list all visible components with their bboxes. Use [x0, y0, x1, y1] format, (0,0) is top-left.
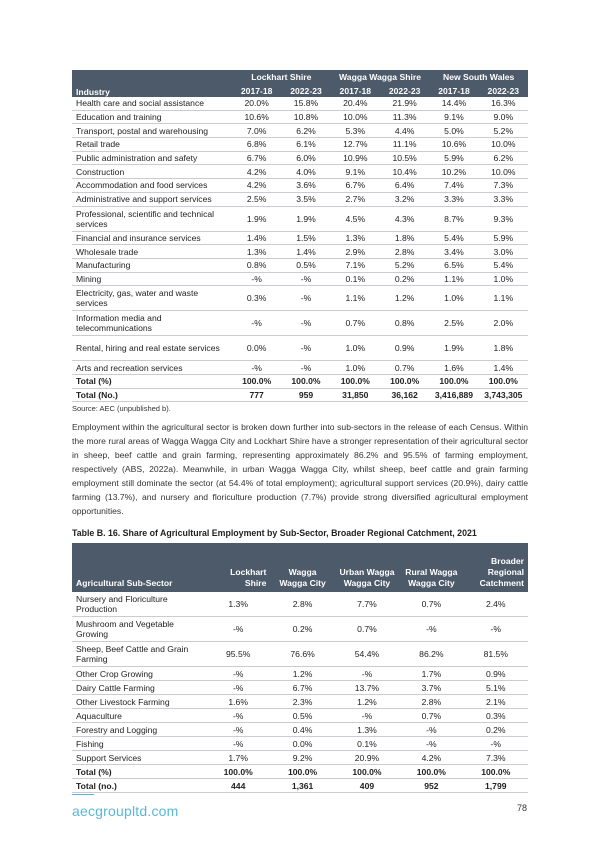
- table-row: [72, 165, 528, 179]
- cell-value: 5.3%: [331, 124, 380, 138]
- table-row: [72, 642, 528, 667]
- cell-value: 3.2%: [380, 192, 429, 206]
- cell-value: 1.4%: [232, 231, 281, 245]
- table-row: [72, 206, 528, 231]
- cell-value: 81.5%: [464, 642, 528, 667]
- cell-value: 1.1%: [479, 286, 528, 311]
- header-rural-wagga: Rural Wagga Wagga City: [399, 543, 463, 592]
- cell-value: 1.6%: [429, 361, 478, 375]
- header-year: 2022-23: [479, 84, 528, 97]
- cell-value: 5.4%: [429, 231, 478, 245]
- table-row: [72, 336, 528, 361]
- cell-value: 2.8%: [270, 592, 334, 617]
- row-label: Other Livestock Farming: [72, 695, 206, 709]
- row-label: Forestry and Logging: [72, 723, 206, 737]
- cell-value: 0.7%: [335, 617, 399, 642]
- cell-value: -%: [206, 723, 270, 737]
- cell-value: 10.9%: [331, 151, 380, 165]
- cell-value: 1.4%: [479, 361, 528, 375]
- cell-value: -%: [281, 286, 330, 311]
- cell-value: 100.0%: [206, 765, 270, 779]
- cell-value: 1.8%: [380, 231, 429, 245]
- cell-value: 0.3%: [464, 709, 528, 723]
- cell-value: 0.7%: [399, 709, 463, 723]
- cell-value: 0.5%: [270, 709, 334, 723]
- header-year: 2022-23: [380, 84, 429, 97]
- row-label: Total (no.): [72, 779, 206, 793]
- cell-value: 3.3%: [429, 192, 478, 206]
- cell-value: 10.5%: [380, 151, 429, 165]
- header-group-wagga: Wagga Wagga Shire: [331, 70, 430, 84]
- table-row: [72, 138, 528, 152]
- header-urban-wagga: Urban Wagga Wagga City: [335, 543, 399, 592]
- row-label: Dairy Cattle Farming: [72, 681, 206, 695]
- cell-value: 1.3%: [206, 592, 270, 617]
- cell-value: 952: [399, 779, 463, 793]
- row-label: Other Crop Growing: [72, 667, 206, 681]
- cell-value: -%: [464, 617, 528, 642]
- cell-value: 7.0%: [232, 124, 281, 138]
- row-label: Rental, hiring and real estate services: [72, 336, 232, 361]
- cell-value: -%: [206, 617, 270, 642]
- cell-value: 0.2%: [270, 617, 334, 642]
- cell-value: 4.0%: [281, 165, 330, 179]
- cell-value: 1.9%: [232, 206, 281, 231]
- cell-value: 3.5%: [281, 192, 330, 206]
- cell-value: 2.1%: [464, 695, 528, 709]
- table-row: [72, 737, 528, 751]
- table-row: [72, 179, 528, 193]
- cell-value: 15.8%: [281, 97, 330, 110]
- cell-value: 9.0%: [479, 110, 528, 124]
- cell-value: -%: [232, 311, 281, 336]
- cell-value: 0.8%: [232, 258, 281, 272]
- cell-value: 0.3%: [232, 286, 281, 311]
- cell-value: 1.2%: [335, 695, 399, 709]
- cell-value: 100.0%: [335, 765, 399, 779]
- cell-value: 0.0%: [270, 737, 334, 751]
- cell-value: -%: [281, 361, 330, 375]
- cell-value: 1.0%: [331, 336, 380, 361]
- cell-value: -%: [281, 336, 330, 361]
- cell-value: 10.0%: [331, 110, 380, 124]
- row-label: Fishing: [72, 737, 206, 751]
- table-row: [72, 192, 528, 206]
- row-label: Total (%): [72, 374, 232, 388]
- table-total-row: [72, 388, 528, 402]
- row-label: Arts and recreation services: [72, 361, 232, 375]
- cell-value: -%: [206, 709, 270, 723]
- cell-value: 31,850: [331, 388, 380, 402]
- row-label: Information media and telecommunications: [72, 311, 232, 336]
- cell-value: 7.1%: [331, 258, 380, 272]
- cell-value: 0.8%: [380, 311, 429, 336]
- cell-value: 2.3%: [270, 695, 334, 709]
- cell-value: 12.7%: [331, 138, 380, 152]
- table-row: [72, 751, 528, 765]
- row-label: Aquaculture: [72, 709, 206, 723]
- cell-value: 1,799: [464, 779, 528, 793]
- table-total-row: [72, 374, 528, 388]
- cell-value: -%: [206, 681, 270, 695]
- cell-value: 1.3%: [331, 231, 380, 245]
- cell-value: 1.7%: [206, 751, 270, 765]
- cell-value: 1.0%: [331, 361, 380, 375]
- cell-value: 1.0%: [479, 272, 528, 286]
- cell-value: 0.7%: [399, 592, 463, 617]
- header-year: 2022-23: [281, 84, 330, 97]
- cell-value: 8.7%: [429, 206, 478, 231]
- row-label: Transport, postal and warehousing: [72, 124, 232, 138]
- cell-value: 6.0%: [281, 151, 330, 165]
- row-label: Total (No.): [72, 388, 232, 402]
- cell-value: 95.5%: [206, 642, 270, 667]
- cell-value: 5.0%: [429, 124, 478, 138]
- table-header-groups: [72, 70, 528, 84]
- cell-value: 5.9%: [479, 231, 528, 245]
- table-total-row: [72, 765, 528, 779]
- table-row: [72, 258, 528, 272]
- cell-value: 2.8%: [399, 695, 463, 709]
- cell-value: 1,361: [270, 779, 334, 793]
- cell-value: 1.6%: [206, 695, 270, 709]
- cell-value: 36,162: [380, 388, 429, 402]
- cell-value: 10.0%: [479, 165, 528, 179]
- cell-value: 4.3%: [380, 206, 429, 231]
- cell-value: 0.9%: [380, 336, 429, 361]
- table-row: [72, 617, 528, 642]
- cell-value: 6.2%: [479, 151, 528, 165]
- table-row: [72, 110, 528, 124]
- cell-value: 1.5%: [281, 231, 330, 245]
- cell-value: 5.9%: [429, 151, 478, 165]
- cell-value: 11.3%: [380, 110, 429, 124]
- cell-value: -%: [335, 709, 399, 723]
- table-row: [72, 709, 528, 723]
- row-label: Sheep, Beef Cattle and Grain Farming: [72, 642, 206, 667]
- cell-value: 9.2%: [270, 751, 334, 765]
- cell-value: 409: [335, 779, 399, 793]
- cell-value: 7.3%: [479, 179, 528, 193]
- cell-value: -%: [399, 737, 463, 751]
- cell-value: 10.8%: [281, 110, 330, 124]
- row-label: Nursery and Floriculture Production: [72, 592, 206, 617]
- table-row: [72, 361, 528, 375]
- table-row: [72, 681, 528, 695]
- row-label: Education and training: [72, 110, 232, 124]
- cell-value: 100.0%: [281, 374, 330, 388]
- row-label: Accommodation and food services: [72, 179, 232, 193]
- cell-value: 86.2%: [399, 642, 463, 667]
- row-label: Administrative and support services: [72, 192, 232, 206]
- cell-value: 6.7%: [331, 179, 380, 193]
- cell-value: 1.0%: [429, 286, 478, 311]
- cell-value: 1.8%: [479, 336, 528, 361]
- cell-value: 0.4%: [270, 723, 334, 737]
- row-label: Electricity, gas, water and waste services: [72, 286, 232, 311]
- cell-value: 100.0%: [429, 374, 478, 388]
- table-row: [72, 245, 528, 259]
- cell-value: 2.4%: [464, 592, 528, 617]
- cell-value: 100.0%: [331, 374, 380, 388]
- cell-value: -%: [464, 737, 528, 751]
- table-row: [72, 667, 528, 681]
- cell-value: 4.2%: [232, 165, 281, 179]
- cell-value: 3.3%: [479, 192, 528, 206]
- cell-value: 1.1%: [429, 272, 478, 286]
- cell-value: 1.2%: [380, 286, 429, 311]
- cell-value: 2.5%: [232, 192, 281, 206]
- table-source-note: Source: AEC (unpublished b).: [72, 404, 171, 414]
- header-group-lockhart: Lockhart Shire: [232, 70, 331, 84]
- header-industry: Industry: [72, 70, 232, 97]
- cell-value: 5.1%: [464, 681, 528, 695]
- cell-value: 100.0%: [479, 374, 528, 388]
- cell-value: 100.0%: [464, 765, 528, 779]
- cell-value: 3,416,889: [429, 388, 478, 402]
- cell-value: 14.4%: [429, 97, 478, 110]
- cell-value: 11.1%: [380, 138, 429, 152]
- cell-value: 7.4%: [429, 179, 478, 193]
- industry-employment-table: [72, 70, 528, 402]
- cell-value: 10.4%: [380, 165, 429, 179]
- cell-value: 9.1%: [331, 165, 380, 179]
- cell-value: -%: [399, 723, 463, 737]
- header-group-nsw: New South Wales: [429, 70, 528, 84]
- cell-value: 3.0%: [479, 245, 528, 259]
- cell-value: 9.3%: [479, 206, 528, 231]
- table-total-row: [72, 779, 528, 793]
- cell-value: 777: [232, 388, 281, 402]
- row-label: Total (%): [72, 765, 206, 779]
- cell-value: 0.2%: [380, 272, 429, 286]
- row-label: Health care and social assistance: [72, 97, 232, 110]
- cell-value: -%: [399, 617, 463, 642]
- cell-value: 3,743,305: [479, 388, 528, 402]
- cell-value: 4.2%: [399, 751, 463, 765]
- cell-value: 1.9%: [429, 336, 478, 361]
- cell-value: 1.9%: [281, 206, 330, 231]
- row-label: Mining: [72, 272, 232, 286]
- cell-value: 20.0%: [232, 97, 281, 110]
- cell-value: 2.5%: [429, 311, 478, 336]
- cell-value: 21.9%: [380, 97, 429, 110]
- row-label: Wholesale trade: [72, 245, 232, 259]
- table-caption: Table B. 16. Share of Agricultural Employment by Sub-Sector, Broader Regional Catchment, 2021: [72, 528, 477, 539]
- footer-website-link[interactable]: aecgroupltd.com: [72, 803, 179, 819]
- table-row: [72, 286, 528, 311]
- row-label: Public administration and safety: [72, 151, 232, 165]
- cell-value: 1.3%: [335, 723, 399, 737]
- cell-value: 20.9%: [335, 751, 399, 765]
- cell-value: 2.8%: [380, 245, 429, 259]
- cell-value: 9.1%: [429, 110, 478, 124]
- industry-table-body: [72, 97, 528, 402]
- cell-value: 1.3%: [232, 245, 281, 259]
- cell-value: 6.4%: [380, 179, 429, 193]
- cell-value: 7.3%: [464, 751, 528, 765]
- cell-value: 13.7%: [335, 681, 399, 695]
- header-year: 2017-18: [429, 84, 478, 97]
- row-label: Professional, scientific and technical services: [72, 206, 232, 231]
- cell-value: 5.2%: [479, 124, 528, 138]
- footer-accent-line: [72, 794, 94, 795]
- cell-value: 0.1%: [331, 272, 380, 286]
- cell-value: 54.4%: [335, 642, 399, 667]
- cell-value: 100.0%: [380, 374, 429, 388]
- row-label: Retail trade: [72, 138, 232, 152]
- cell-value: -%: [281, 311, 330, 336]
- cell-value: 0.5%: [281, 258, 330, 272]
- cell-value: 6.7%: [232, 151, 281, 165]
- cell-value: 0.7%: [380, 361, 429, 375]
- cell-value: 1.2%: [270, 667, 334, 681]
- cell-value: 4.2%: [232, 179, 281, 193]
- cell-value: 0.0%: [232, 336, 281, 361]
- cell-value: 6.8%: [232, 138, 281, 152]
- table-row: [72, 695, 528, 709]
- cell-value: 0.7%: [331, 311, 380, 336]
- cell-value: 0.9%: [464, 667, 528, 681]
- cell-value: 4.5%: [331, 206, 380, 231]
- row-label: Mushroom and Vegetable Growing: [72, 617, 206, 642]
- cell-value: 6.2%: [281, 124, 330, 138]
- cell-value: 6.1%: [281, 138, 330, 152]
- table-row: [72, 311, 528, 336]
- cell-value: 2.7%: [331, 192, 380, 206]
- cell-value: 3.7%: [399, 681, 463, 695]
- row-label: Construction: [72, 165, 232, 179]
- cell-value: 5.4%: [479, 258, 528, 272]
- cell-value: 100.0%: [270, 765, 334, 779]
- cell-value: 0.2%: [464, 723, 528, 737]
- page-content: [72, 70, 528, 793]
- cell-value: 10.6%: [232, 110, 281, 124]
- agri-table-body: [72, 592, 528, 793]
- cell-value: -%: [281, 272, 330, 286]
- cell-value: 444: [206, 779, 270, 793]
- cell-value: 16.3%: [479, 97, 528, 110]
- table-row: [72, 231, 528, 245]
- cell-value: 4.4%: [380, 124, 429, 138]
- cell-value: -%: [232, 272, 281, 286]
- header-broader-catchment: Broader Regional Catchment: [464, 543, 528, 592]
- cell-value: 2.9%: [331, 245, 380, 259]
- cell-value: -%: [232, 361, 281, 375]
- cell-value: 10.0%: [479, 138, 528, 152]
- cell-value: 3.4%: [429, 245, 478, 259]
- cell-value: 1.7%: [399, 667, 463, 681]
- header-lockhart: Lockhart Shire: [206, 543, 270, 592]
- cell-value: 20.4%: [331, 97, 380, 110]
- cell-value: 2.0%: [479, 311, 528, 336]
- row-label: Manufacturing: [72, 258, 232, 272]
- header-year: 2017-18: [232, 84, 281, 97]
- table-header-row: [72, 543, 528, 592]
- cell-value: 76.6%: [270, 642, 334, 667]
- cell-value: 10.6%: [429, 138, 478, 152]
- cell-value: -%: [206, 737, 270, 751]
- body-paragraph: Employment within the agricultural sector is broken down further into sub-sectors in the release of each Census. Within the more rural areas of Wagga Wagga City and Lockhart Shire have a stronger representation of their agricultural sector in sheep, beef cattle and grain farming, representing approximately 86.2% and 95.5% of farming employment, respectively (ABS, 2022a). Meanwhile, in urban Wagga Wagga City, whilst sheep, beef cattle and grain farming employment still dominate the sector (at 54.4% of total employment); agricultural support services (20.9%), dairy cattle farming (13.7%), and nursery and floriculture production (7.7%) provide strong diversified agricultural employment opportunities.: [72, 422, 528, 517]
- row-label: Financial and insurance services: [72, 231, 232, 245]
- table-row: [72, 124, 528, 138]
- header-wagga-city: Wagga Wagga City: [270, 543, 334, 592]
- cell-value: 959: [281, 388, 330, 402]
- row-label: Support Services: [72, 751, 206, 765]
- cell-value: 1.1%: [331, 286, 380, 311]
- cell-value: 3.6%: [281, 179, 330, 193]
- table-row: [72, 97, 528, 110]
- cell-value: 6.5%: [429, 258, 478, 272]
- cell-value: 100.0%: [232, 374, 281, 388]
- cell-value: -%: [206, 667, 270, 681]
- cell-value: 7.7%: [335, 592, 399, 617]
- table-row: [72, 272, 528, 286]
- cell-value: 10.2%: [429, 165, 478, 179]
- cell-value: 0.1%: [335, 737, 399, 751]
- table-row: [72, 723, 528, 737]
- cell-value: 1.4%: [281, 245, 330, 259]
- agri-subsector-table: [72, 543, 528, 793]
- cell-value: 6.7%: [270, 681, 334, 695]
- table-row: [72, 592, 528, 617]
- cell-value: -%: [335, 667, 399, 681]
- page-number: 78: [516, 803, 527, 813]
- table-row: [72, 151, 528, 165]
- cell-value: 100.0%: [399, 765, 463, 779]
- header-year: 2017-18: [331, 84, 380, 97]
- header-subsector: Agricultural Sub-Sector: [72, 543, 206, 592]
- cell-value: 5.2%: [380, 258, 429, 272]
